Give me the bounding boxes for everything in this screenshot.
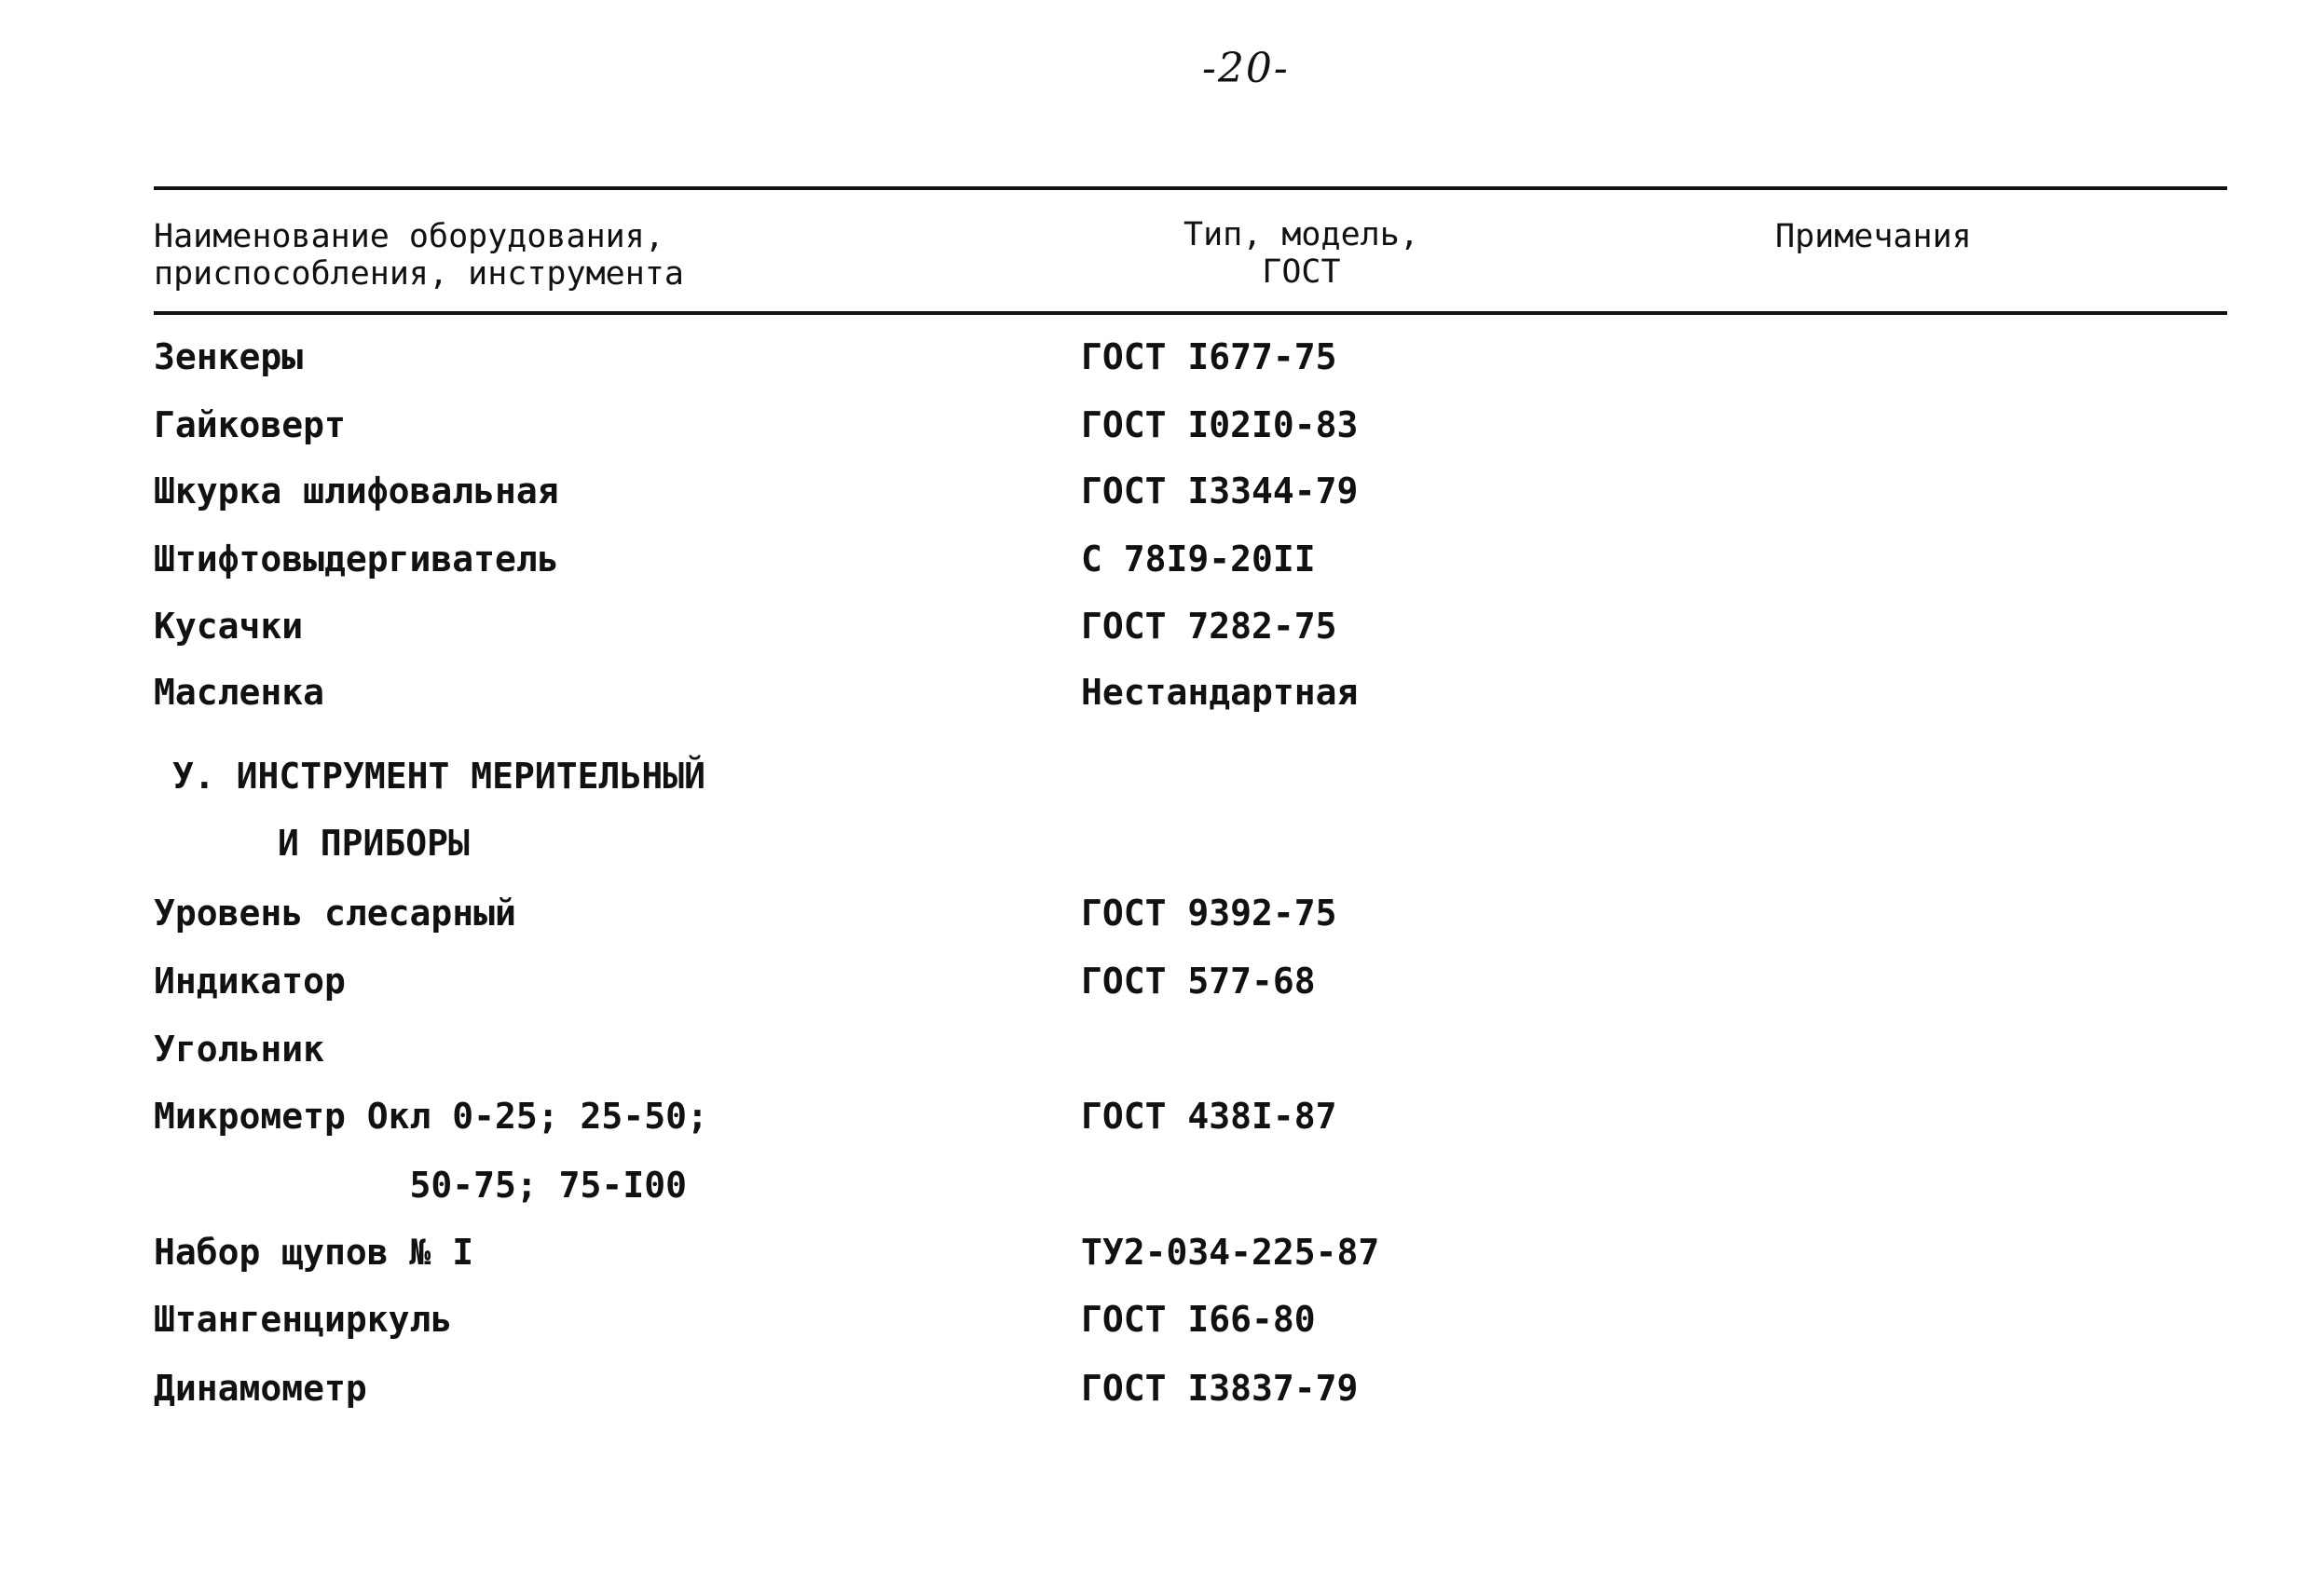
table-row	[0, 885, 2312, 941]
gost-value: ГОСТ I3344-79	[1081, 471, 1359, 512]
table-row	[0, 664, 2312, 720]
table-row	[0, 397, 2312, 453]
gost-value: ГОСТ 438I-87	[1081, 1096, 1337, 1137]
equipment-name: Микрометр Окл 0-25; 25-50;	[154, 1096, 708, 1137]
equipment-name: Набор щупов № I	[154, 1232, 474, 1273]
table-row	[0, 463, 2312, 519]
gost-value: С 78I9-20II	[1081, 539, 1316, 580]
gost-value: ГОСТ 577-68	[1081, 961, 1316, 1002]
table-row	[0, 531, 2312, 587]
equipment-name: 50-75; 75-I00	[154, 1165, 687, 1206]
equipment-name: Штифтовыдергиватель	[154, 539, 559, 580]
gost-value: ГОСТ 7282-75	[1081, 606, 1337, 647]
gost-value: ГОСТ I02I0-83	[1081, 404, 1359, 445]
header-notes: Примечания	[1775, 218, 1972, 255]
gost-value: ТУ2-034-225-87	[1081, 1232, 1380, 1273]
equipment-name: Уровень слесарный	[154, 893, 516, 934]
gost-value: ГОСТ I3837-79	[1081, 1368, 1359, 1409]
page-number: -20-	[1202, 45, 1290, 92]
header-equipment-name: Наименование оборудования, приспособления, инструмента	[154, 218, 684, 293]
gost-value: Нестандартная	[1081, 672, 1359, 713]
equipment-name: Угольник	[154, 1029, 325, 1070]
equipment-name: Масленка	[154, 672, 325, 713]
table-row	[0, 329, 2312, 385]
table-row	[0, 1360, 2312, 1416]
gost-value: ГОСТ 9392-75	[1081, 893, 1337, 934]
table-top-rule	[154, 186, 2227, 190]
equipment-name: Индикатор	[154, 961, 346, 1002]
table-row	[0, 1291, 2312, 1347]
table-row	[0, 598, 2312, 654]
table-row	[0, 1157, 2312, 1213]
section-heading-line2: И ПРИБОРЫ	[278, 823, 470, 864]
gost-value: ГОСТ I677-75	[1081, 336, 1337, 377]
table-row	[0, 1021, 2312, 1077]
table-row	[0, 1224, 2312, 1280]
section-heading-line1: У. ИНСТРУМЕНТ МЕРИТЕЛЬНЫЙ	[172, 756, 705, 797]
equipment-name: Зенкеры	[154, 336, 304, 377]
header-type-model-gost: Тип, модель, ГОСТ	[1183, 216, 1419, 291]
equipment-name: Кусачки	[154, 606, 304, 647]
gost-value: ГОСТ I66-80	[1081, 1299, 1316, 1340]
equipment-name: Штангенциркуль	[154, 1299, 453, 1340]
table-row	[0, 953, 2312, 1009]
equipment-name: Динамометр	[154, 1368, 367, 1409]
equipment-name: Шкурка шлифовальная	[154, 471, 559, 512]
table-row	[0, 1088, 2312, 1144]
equipment-name: Гайковерт	[154, 404, 346, 445]
table-header-rule	[154, 311, 2227, 315]
